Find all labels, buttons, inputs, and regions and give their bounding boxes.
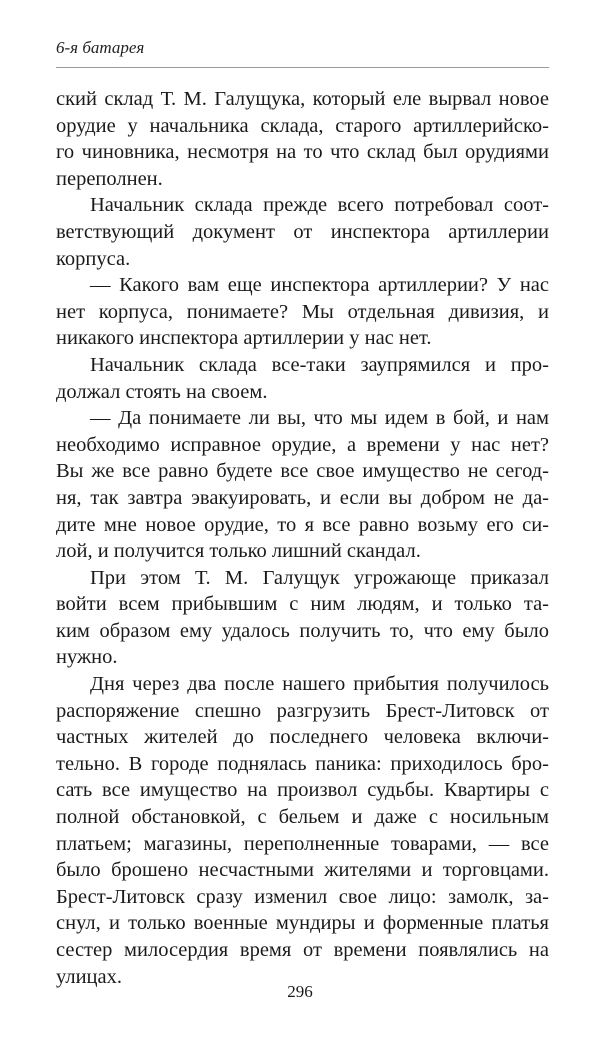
text-line: тельно. В городе поднялась паника: приходилось бро- [56, 752, 549, 775]
text-line: — Да понимаете ли вы, что мы идем в бой, и нам [90, 407, 549, 430]
text-line: нет корпуса, понимаете? Мы отдельная дивизия, и [56, 300, 549, 323]
text-line: снул, и только военные мундиры и форменные платья [56, 912, 549, 935]
text-line: Дня через два после нашего прибытия получилось [90, 673, 549, 696]
text-line: ский склад Т. М. Галущука, который еле вырвал новое [56, 88, 549, 110]
text-line: ким образом ему удалось получить то, что ему было [56, 619, 549, 642]
text-line: войти всем прибывшим с ним людям, и только та- [56, 593, 549, 616]
text-line: полной обстановкой, с бельем и даже с носильным [56, 806, 549, 829]
text-line: переполнен. [56, 167, 163, 190]
text-line: ня, так завтра эвакуировать, и если вы добром не да- [56, 486, 549, 509]
text-line: сать все имущество на произвол судьбы. Квартиры с [56, 779, 549, 802]
text-line: корпуса. [56, 247, 131, 270]
text-line: необходимо исправное орудие, а времени у нас нет? [56, 433, 549, 456]
text-line: улицах. [56, 965, 122, 988]
text-line: го чиновника, несмотря на то что склад был орудиями [56, 141, 549, 164]
text-line: дите мне новое орудие, то я все равно возьму его си- [56, 513, 549, 536]
text-line: Брест-Литовск сразу изменил свое лицо: замолк, за- [56, 885, 549, 908]
text-line: было брошено несчастными жителями и торговцами. [56, 859, 549, 882]
text-line: нужно. [56, 646, 118, 669]
header-rule [56, 67, 549, 68]
running-head: 6-я батарея [56, 38, 145, 57]
text-line: — Какого вам еще инспектора артиллерии? У нас [90, 274, 549, 297]
page-number: 296 [287, 982, 313, 1001]
body-text [56, 86, 549, 990]
text-line: частных жителей до последнего человека включи- [56, 726, 549, 749]
text-line: Начальник склада все-таки заупрямился и про- [90, 353, 549, 376]
text-line: должал стоять на своем. [56, 380, 268, 403]
text-line: Вы же все равно будете все свое имущество не сегод- [56, 460, 549, 483]
text-line: никакого инспектора артиллерии у нас нет. [56, 327, 432, 350]
text-line: сестер милосердия время от времени появлялись на [56, 939, 549, 961]
text-line: Начальник склада прежде всего потребовал соот- [90, 194, 549, 217]
text-line: платьем; магазины, переполненные товарами, — все [56, 832, 549, 855]
text-line: лой, и получится только лишний скандал. [56, 540, 421, 563]
text-line: орудие у начальника склада, старого артиллерийско- [56, 114, 549, 137]
text-line: При этом Т. М. Галущук угрожающе приказал [90, 566, 549, 589]
text-line: распоряжение спешно разгрузить Брест-Литовск от [56, 699, 549, 722]
text-line: ветствующий документ от инспектора артиллерии [56, 220, 549, 243]
